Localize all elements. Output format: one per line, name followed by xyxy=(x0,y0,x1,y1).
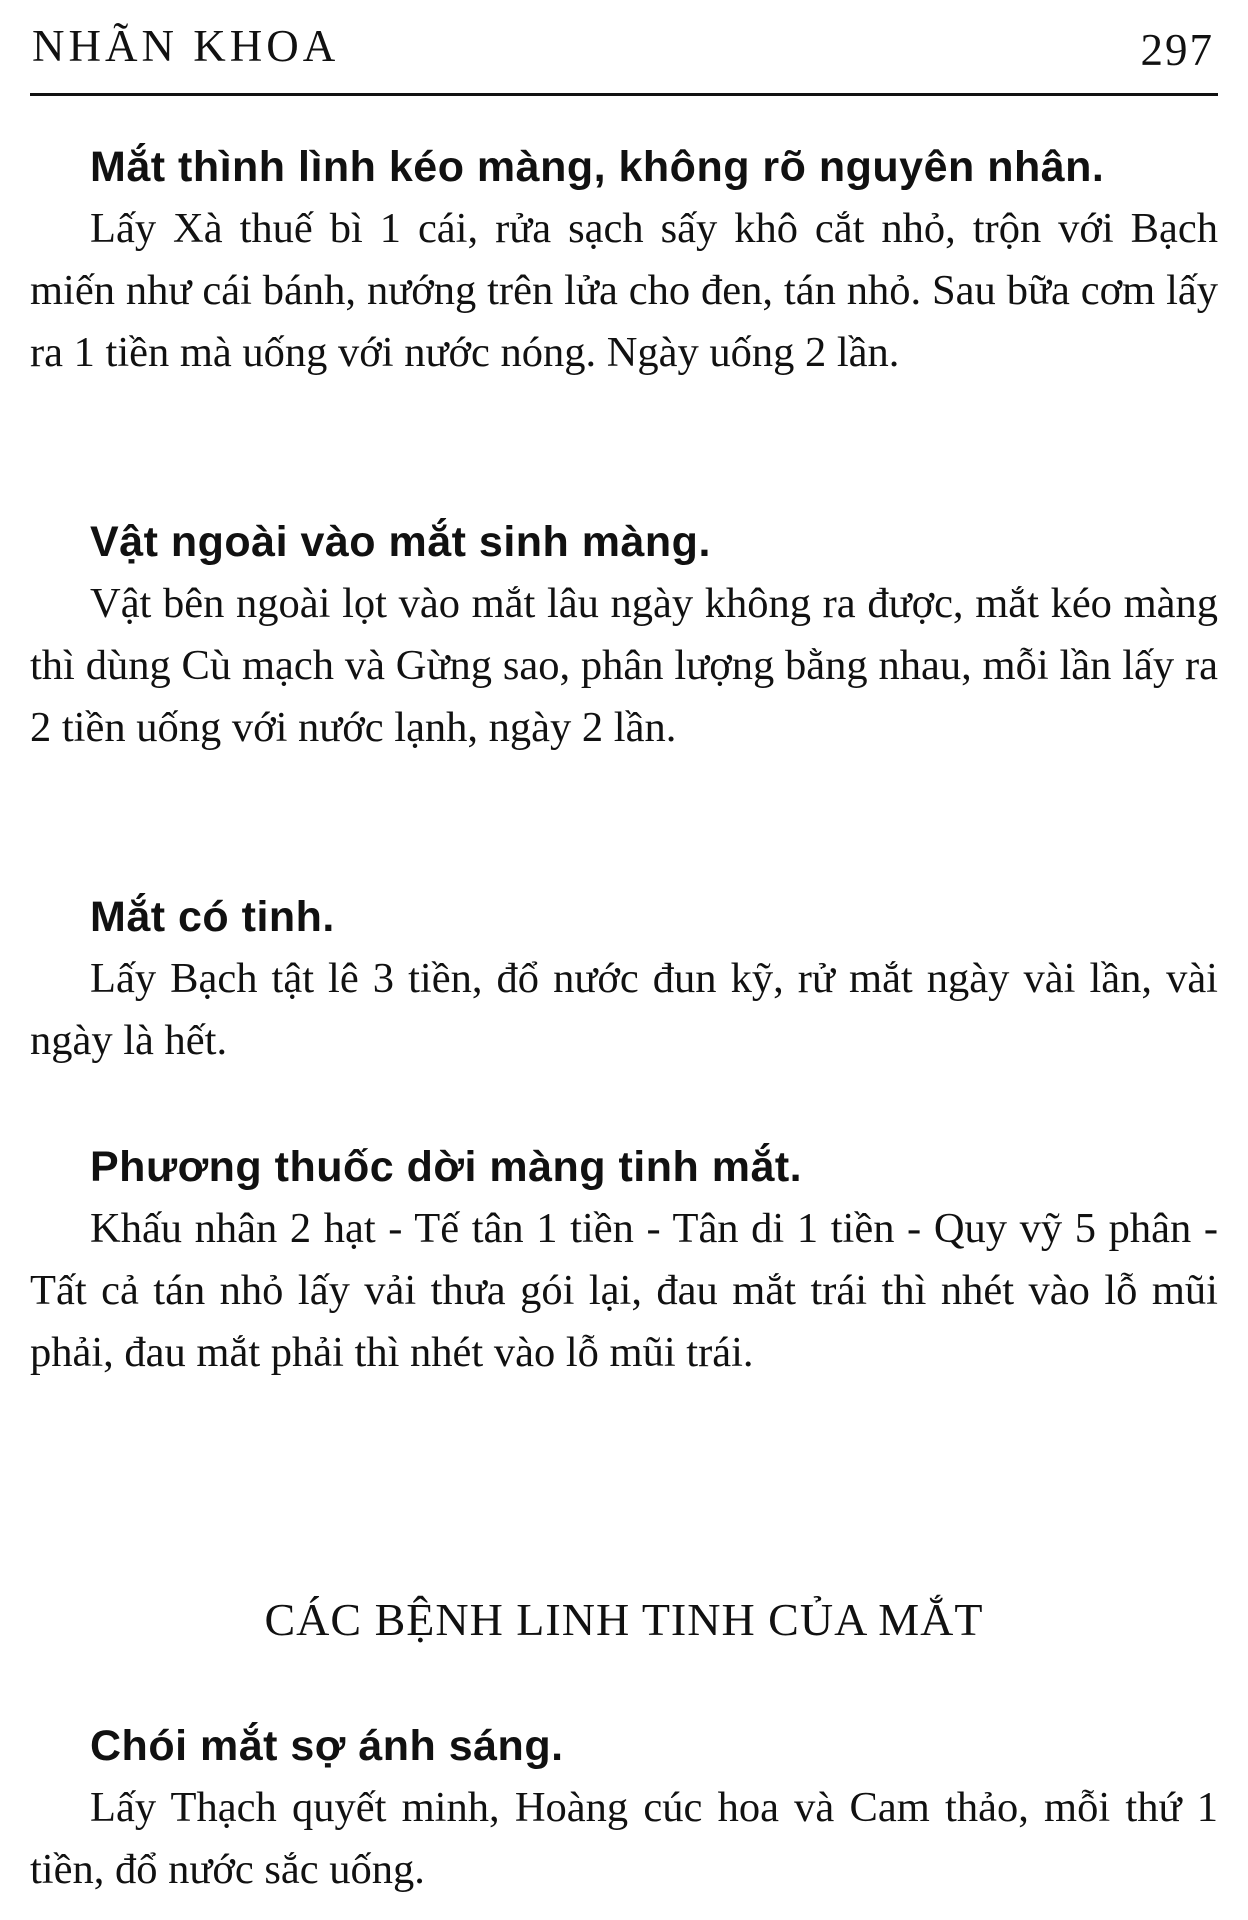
remedy-heading: Mắt thình lình kéo màng, không rõ nguyên nhân. xyxy=(90,143,1105,191)
page-number: 297 xyxy=(1140,25,1214,75)
remedy-text: Lấy Bạch tật lê 3 tiền, đổ nước đun kỹ, rử mắt ngày vài lần, vài ngày là hết. xyxy=(30,955,1218,1064)
remedy-entry xyxy=(30,136,1218,384)
remedy-entry xyxy=(30,1136,1218,1384)
remedy-entry xyxy=(30,886,1218,1072)
running-header xyxy=(30,16,1218,76)
header-divider xyxy=(30,93,1218,96)
book-page xyxy=(30,0,1218,1920)
remedy-entry xyxy=(30,1715,1218,1901)
remedy-text: Vật bên ngoài lọt vào mắt lâu ngày không ra được, mắt kéo màng thì dùng Cù mạch và Gừng sao, phân lượng bằng nhau, mỗi lần lấy ra 2 tiền uống với nước lạnh, ngày 2 lần. xyxy=(30,580,1218,751)
running-header-title: NHÃN KHOA xyxy=(32,21,340,71)
remedy-text: Lấy Xà thuế bì 1 cái, rửa sạch sấy khô cắt nhỏ, trộn với Bạch miến như cái bánh, nướng trên lửa cho đen, tán nhỏ. Sau bữa cơm lấy ra 1 tiền mà uống với nước nóng. Ngày uống 2 lần. xyxy=(30,205,1218,376)
remedy-heading: Phương thuốc dời màng tinh mắt. xyxy=(90,1143,803,1191)
remedy-heading: Vật ngoài vào mắt sinh màng. xyxy=(90,518,711,566)
section-title: CÁC BỆNH LINH TINH CỦA MẮT xyxy=(264,1594,984,1645)
remedy-entry xyxy=(30,511,1218,759)
remedy-heading: Chói mắt sợ ánh sáng. xyxy=(90,1722,564,1770)
remedy-text: Khấu nhân 2 hạt - Tế tân 1 tiền - Tân di 1 tiền - Quy vỹ 5 phân - Tất cả tán nhỏ lấy vải thưa gói lại, đau mắt trái thì nhét vào lỗ mũi phải, đau mắt phải thì nhét vào lỗ mũi trái. xyxy=(30,1205,1218,1376)
remedy-text: Lấy Thạch quyết minh, Hoàng cúc hoa và Cam thảo, mỗi thứ 1 tiền, đổ nước sắc uống. xyxy=(30,1784,1218,1893)
remedy-heading: Mắt có tinh. xyxy=(90,893,335,941)
